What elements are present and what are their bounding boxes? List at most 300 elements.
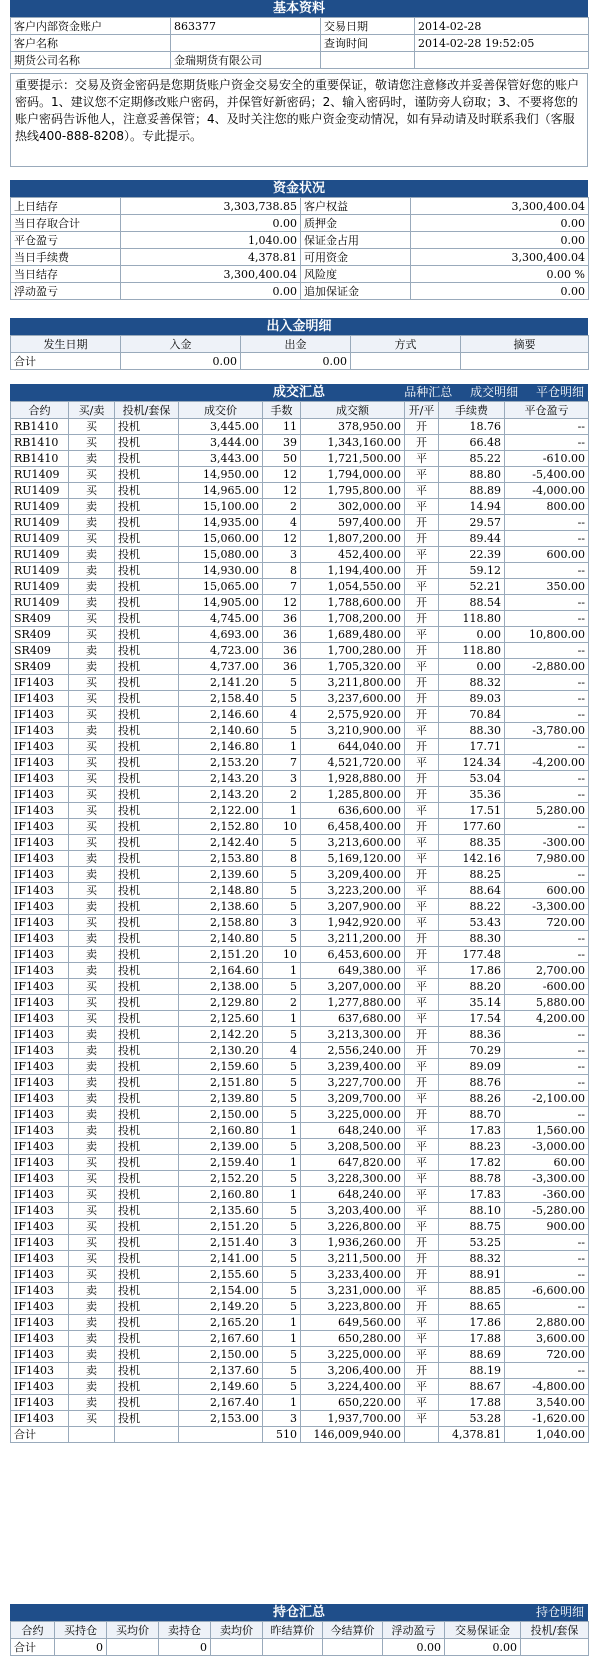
table-row <box>11 419 589 435</box>
trade-cell: -- <box>505 1075 589 1091</box>
trade-cell: 8 <box>263 851 301 867</box>
trade-cell: 17.86 <box>439 963 505 979</box>
trade-cell: -- <box>505 1251 589 1267</box>
funds-row <box>11 215 589 232</box>
positions-total-cell <box>323 1639 383 1656</box>
positions-column-header: 卖持仓 <box>159 1622 211 1639</box>
funds-value: 0.00 % <box>411 266 589 283</box>
basic-info-header: 基本资料 <box>10 0 588 17</box>
trade-cell: 17.88 <box>439 1331 505 1347</box>
table-row <box>11 1411 589 1427</box>
positions-column-header: 浮动盈亏 <box>383 1622 445 1639</box>
trade-cell: 3 <box>263 771 301 787</box>
trade-cell: 3,211,500.00 <box>301 1251 405 1267</box>
trade-cell: 买 <box>69 483 115 499</box>
trade-cell: IF1403 <box>11 1059 69 1075</box>
table-row <box>11 451 589 467</box>
trades-section <box>10 384 588 1443</box>
trade-cell: 2 <box>263 995 301 1011</box>
trade-cell: 投机 <box>115 1043 179 1059</box>
trade-cell: SR409 <box>11 643 69 659</box>
table-row <box>11 707 589 723</box>
trade-cell: 88.23 <box>439 1139 505 1155</box>
positions-header <box>10 1604 588 1621</box>
trade-cell: 投机 <box>115 515 179 531</box>
trade-cell: IF1403 <box>11 1315 69 1331</box>
trade-cell: 投机 <box>115 1107 179 1123</box>
table-row <box>11 1171 589 1187</box>
table-row <box>11 1299 589 1315</box>
trade-cell: 买 <box>69 883 115 899</box>
trade-cell: 投机 <box>115 1299 179 1315</box>
positions-total-cell <box>107 1639 159 1656</box>
trade-cell: 开 <box>405 563 439 579</box>
trades-column-header: 手续费 <box>439 402 505 419</box>
trade-cell: 投机 <box>115 1235 179 1251</box>
trade-cell: 投机 <box>115 499 179 515</box>
link-close-detail[interactable]: 平仓明细 <box>535 385 584 399</box>
trade-cell: -- <box>505 1235 589 1251</box>
trade-cell: RU1409 <box>11 579 69 595</box>
table-row <box>11 915 589 931</box>
trade-cell: 2,143.20 <box>179 787 263 803</box>
trade-cell: 2,151.20 <box>179 947 263 963</box>
trade-cell: 88.89 <box>439 483 505 499</box>
trade-cell: 平 <box>405 915 439 931</box>
trade-cell: 投机 <box>115 1203 179 1219</box>
trade-cell: 投机 <box>115 1139 179 1155</box>
table-row <box>11 1267 589 1283</box>
trade-cell: 平 <box>405 835 439 851</box>
basic-info-row <box>11 52 589 69</box>
trade-cell: IF1403 <box>11 867 69 883</box>
trade-cell: 70.84 <box>439 707 505 723</box>
link-variety-summary[interactable]: 品种汇总 <box>404 385 453 399</box>
trade-cell: 2,125.60 <box>179 1011 263 1027</box>
trade-cell: 644,040.00 <box>301 739 405 755</box>
trade-cell: 平 <box>405 1283 439 1299</box>
trade-cell: -3,300.00 <box>505 899 589 915</box>
trade-cell: 36 <box>263 627 301 643</box>
basic-info-row <box>11 18 589 35</box>
funds-value: 4,378.81 <box>121 249 301 266</box>
trade-cell: 卖 <box>69 1075 115 1091</box>
table-row <box>11 1347 589 1363</box>
trade-cell: 4 <box>263 1043 301 1059</box>
trade-cell: 378,950.00 <box>301 419 405 435</box>
trade-cell: 投机 <box>115 579 179 595</box>
trade-cell: 17.83 <box>439 1187 505 1203</box>
table-row <box>11 1187 589 1203</box>
trades-total-cell <box>69 1427 115 1443</box>
table-row <box>11 611 589 627</box>
trade-cell: -3,780.00 <box>505 723 589 739</box>
positions-column-header: 交易保证金 <box>445 1622 521 1639</box>
trade-cell: 投机 <box>115 1283 179 1299</box>
trade-cell: 1,721,500.00 <box>301 451 405 467</box>
table-row <box>11 643 589 659</box>
trade-cell: RU1409 <box>11 483 69 499</box>
trade-cell: 3 <box>263 1235 301 1251</box>
trade-cell: -- <box>505 675 589 691</box>
trade-cell: 卖 <box>69 547 115 563</box>
trade-cell: 800.00 <box>505 499 589 515</box>
trade-cell: 5 <box>263 1171 301 1187</box>
trade-cell: 14,950.00 <box>179 467 263 483</box>
trade-cell: 卖 <box>69 563 115 579</box>
trade-cell: 投机 <box>115 1347 179 1363</box>
trade-cell: 卖 <box>69 931 115 947</box>
trade-cell: 17.83 <box>439 1123 505 1139</box>
trade-cell: 3,207,000.00 <box>301 979 405 995</box>
trade-cell: 投机 <box>115 1027 179 1043</box>
trade-cell: 2,146.80 <box>179 739 263 755</box>
trade-cell: 平 <box>405 1347 439 1363</box>
trade-cell: 开 <box>405 435 439 451</box>
trade-cell: 10 <box>263 947 301 963</box>
trade-cell: 12 <box>263 467 301 483</box>
trade-cell: 2,135.60 <box>179 1203 263 1219</box>
trades-column-header: 投机/套保 <box>115 402 179 419</box>
trade-cell: 2,149.60 <box>179 1379 263 1395</box>
trade-cell: 卖 <box>69 867 115 883</box>
trade-cell: 2,160.80 <box>179 1187 263 1203</box>
trade-cell: 3,223,200.00 <box>301 883 405 899</box>
table-row <box>11 467 589 483</box>
funds-value: 1,040.00 <box>121 232 301 249</box>
trade-cell: 1,277,880.00 <box>301 995 405 1011</box>
trade-cell: 5 <box>263 1091 301 1107</box>
trade-cell: 2,158.80 <box>179 915 263 931</box>
trade-cell: 2,141.00 <box>179 1251 263 1267</box>
trades-header <box>10 384 588 401</box>
trade-cell: 1 <box>263 1395 301 1411</box>
trade-cell: 开 <box>405 1299 439 1315</box>
trade-cell: 开 <box>405 787 439 803</box>
trade-cell: 平 <box>405 1171 439 1187</box>
trade-cell: 投机 <box>115 451 179 467</box>
trade-cell: 10 <box>263 819 301 835</box>
trade-cell: 4,200.00 <box>505 1011 589 1027</box>
trade-cell: 3,203,400.00 <box>301 1203 405 1219</box>
trade-cell: 1,928,880.00 <box>301 771 405 787</box>
trade-cell: 买 <box>69 995 115 1011</box>
trade-cell: 4 <box>263 515 301 531</box>
trade-cell: 买 <box>69 691 115 707</box>
funds-value: 3,300,400.04 <box>411 198 589 215</box>
trade-cell: 投机 <box>115 1155 179 1171</box>
trade-cell: 开 <box>405 1267 439 1283</box>
trade-cell: 3,206,400.00 <box>301 1363 405 1379</box>
basic-info-row <box>11 35 589 52</box>
trade-cell: 88.75 <box>439 1219 505 1235</box>
trades-column-header: 手数 <box>263 402 301 419</box>
inout-column-header: 入金 <box>121 336 241 353</box>
trade-cell: 1 <box>263 1315 301 1331</box>
link-trade-detail[interactable]: 成交明细 <box>470 385 519 399</box>
trade-cell: 平 <box>405 1219 439 1235</box>
trade-cell: -- <box>505 787 589 803</box>
table-row <box>11 499 589 515</box>
trade-cell: 2,152.20 <box>179 1171 263 1187</box>
trade-cell: 卖 <box>69 595 115 611</box>
table-row <box>11 515 589 531</box>
trade-cell: 2,138.60 <box>179 899 263 915</box>
trade-cell: 2,165.20 <box>179 1315 263 1331</box>
trade-cell: 2,140.80 <box>179 931 263 947</box>
trade-cell: 卖 <box>69 451 115 467</box>
notice-box <box>10 73 588 167</box>
trade-cell: 2,575,920.00 <box>301 707 405 723</box>
trades-column-header: 开/平 <box>405 402 439 419</box>
funds-label: 当日存取合计 <box>11 215 121 232</box>
trade-cell: 投机 <box>115 963 179 979</box>
funds-row <box>11 266 589 283</box>
trade-cell: 买 <box>69 1171 115 1187</box>
trade-cell: 卖 <box>69 1123 115 1139</box>
inout-column-header: 发生日期 <box>11 336 121 353</box>
funds-label: 上日结存 <box>11 198 121 215</box>
trade-cell: IF1403 <box>11 1027 69 1043</box>
trade-cell: 2,164.60 <box>179 963 263 979</box>
trade-cell: 2,160.80 <box>179 1123 263 1139</box>
trade-cell: -1,620.00 <box>505 1411 589 1427</box>
positions-column-header: 买均价 <box>107 1622 159 1639</box>
trade-cell: IF1403 <box>11 755 69 771</box>
trade-cell: 88.70 <box>439 1107 505 1123</box>
trade-cell: 平 <box>405 1331 439 1347</box>
table-row <box>11 1251 589 1267</box>
trade-cell: 投机 <box>115 707 179 723</box>
trade-cell: 5 <box>263 931 301 947</box>
trade-cell: 2,122.00 <box>179 803 263 819</box>
trade-cell: IF1403 <box>11 1107 69 1123</box>
trade-cell: -- <box>505 563 589 579</box>
inout-total-cell <box>351 353 461 370</box>
trade-cell: 4 <box>263 707 301 723</box>
trade-cell: IF1403 <box>11 995 69 1011</box>
positions-column-header: 买持仓 <box>55 1622 107 1639</box>
trade-cell: 3,233,400.00 <box>301 1267 405 1283</box>
trade-cell: 88.64 <box>439 883 505 899</box>
trade-cell: 1,054,550.00 <box>301 579 405 595</box>
trade-cell: 14,935.00 <box>179 515 263 531</box>
trade-cell: 2,130.20 <box>179 1043 263 1059</box>
positions-total-cell <box>521 1639 589 1656</box>
trade-cell: 投机 <box>115 547 179 563</box>
trade-cell: 8 <box>263 563 301 579</box>
positions-total-cell: 0.00 <box>445 1639 521 1656</box>
trade-cell: 平 <box>405 963 439 979</box>
trade-cell: 3,445.00 <box>179 419 263 435</box>
table-row <box>11 1203 589 1219</box>
trade-cell: 投机 <box>115 643 179 659</box>
trade-cell: 卖 <box>69 1027 115 1043</box>
trade-cell: -2,100.00 <box>505 1091 589 1107</box>
trade-cell: IF1403 <box>11 1043 69 1059</box>
trade-cell: 5 <box>263 1363 301 1379</box>
funds-label: 浮动盈亏 <box>11 283 121 300</box>
trade-cell: 开 <box>405 771 439 787</box>
trade-cell: 2,154.00 <box>179 1283 263 1299</box>
trade-cell: 投机 <box>115 755 179 771</box>
trade-cell: 买 <box>69 1187 115 1203</box>
trade-cell: 卖 <box>69 1139 115 1155</box>
trade-cell: -- <box>505 1027 589 1043</box>
trade-cell: 买 <box>69 787 115 803</box>
trade-cell: 平 <box>405 1203 439 1219</box>
trade-cell: 投机 <box>115 1379 179 1395</box>
trade-cell: 投机 <box>115 1091 179 1107</box>
funds-label: 保证金占用 <box>301 232 411 249</box>
trade-cell: -4,000.00 <box>505 483 589 499</box>
trade-cell: 开 <box>405 1251 439 1267</box>
trade-cell: 5 <box>263 883 301 899</box>
trade-cell: 53.43 <box>439 915 505 931</box>
positions-total-cell: 0.00 <box>383 1639 445 1656</box>
trade-cell: 投机 <box>115 1011 179 1027</box>
trade-cell: IF1403 <box>11 819 69 835</box>
trade-cell: 10,800.00 <box>505 627 589 643</box>
trade-cell: 投机 <box>115 483 179 499</box>
trade-cell: 投机 <box>115 1363 179 1379</box>
trade-cell: IF1403 <box>11 1011 69 1027</box>
trade-cell: 买 <box>69 435 115 451</box>
basic-info-label: 期货公司名称 <box>11 52 171 69</box>
trade-cell: -3,000.00 <box>505 1139 589 1155</box>
trade-cell: 平 <box>405 499 439 515</box>
table-row <box>11 723 589 739</box>
trade-cell: 2,151.80 <box>179 1075 263 1091</box>
positions-column-header: 合约 <box>11 1622 55 1639</box>
trade-cell: IF1403 <box>11 1379 69 1395</box>
trade-cell: 50 <box>263 451 301 467</box>
basic-info-section <box>10 0 588 69</box>
trade-cell: IF1403 <box>11 803 69 819</box>
trade-cell: 5 <box>263 1299 301 1315</box>
trade-cell: 5 <box>263 899 301 915</box>
trade-cell: 买 <box>69 531 115 547</box>
trade-cell: 投机 <box>115 435 179 451</box>
funds-value: 0.00 <box>411 283 589 300</box>
trade-cell: 60.00 <box>505 1155 589 1171</box>
trade-cell: IF1403 <box>11 1395 69 1411</box>
trade-cell: 2,153.20 <box>179 755 263 771</box>
trade-cell: RU1409 <box>11 547 69 563</box>
trade-cell: 2,142.20 <box>179 1027 263 1043</box>
table-row <box>11 771 589 787</box>
table-row <box>11 819 589 835</box>
table-row <box>11 1331 589 1347</box>
trade-cell: 5 <box>263 1027 301 1043</box>
trade-cell: 平 <box>405 1011 439 1027</box>
trade-cell: 2 <box>263 499 301 515</box>
trade-cell: 投机 <box>115 835 179 851</box>
trade-cell: 88.80 <box>439 467 505 483</box>
trade-cell: -- <box>505 707 589 723</box>
table-row <box>11 1027 589 1043</box>
trade-cell: 4,693.00 <box>179 627 263 643</box>
funds-label: 平仓盈亏 <box>11 232 121 249</box>
trade-cell: 3,540.00 <box>505 1395 589 1411</box>
trade-cell: 投机 <box>115 691 179 707</box>
trade-cell: 89.44 <box>439 531 505 547</box>
trade-cell: 600.00 <box>505 547 589 563</box>
trade-cell: 1,807,200.00 <box>301 531 405 547</box>
trade-cell: RU1409 <box>11 467 69 483</box>
trade-cell: 720.00 <box>505 1347 589 1363</box>
trade-cell: 5 <box>263 675 301 691</box>
trade-cell: 3,600.00 <box>505 1331 589 1347</box>
trade-cell: 17.54 <box>439 1011 505 1027</box>
trade-cell: 5 <box>263 1379 301 1395</box>
trade-cell: 买 <box>69 1411 115 1427</box>
trade-cell: 3,227,700.00 <box>301 1075 405 1091</box>
table-row <box>11 739 589 755</box>
trade-cell: 88.67 <box>439 1379 505 1395</box>
table-row <box>11 1379 589 1395</box>
trade-cell: 2,146.60 <box>179 707 263 723</box>
trade-cell: 3,237,600.00 <box>301 691 405 707</box>
trade-cell: -4,200.00 <box>505 755 589 771</box>
basic-info-table <box>10 17 589 69</box>
trade-cell: -- <box>505 1107 589 1123</box>
trade-cell: 17.71 <box>439 739 505 755</box>
funds-row <box>11 232 589 249</box>
table-row <box>11 979 589 995</box>
trade-cell: -- <box>505 691 589 707</box>
trades-total-cell <box>179 1427 263 1443</box>
trade-cell: 投机 <box>115 1059 179 1075</box>
trade-cell: -- <box>505 819 589 835</box>
trade-cell: 5,169,120.00 <box>301 851 405 867</box>
basic-info-label: 客户内部资金账户 <box>11 18 171 35</box>
link-position-detail[interactable]: 持仓明细 <box>535 1605 584 1619</box>
trade-cell: 卖 <box>69 947 115 963</box>
trade-cell: 开 <box>405 707 439 723</box>
trade-cell: 平 <box>405 547 439 563</box>
basic-info-value <box>415 52 589 69</box>
trades-column-header: 平仓盈亏 <box>505 402 589 419</box>
trade-cell: 2,700.00 <box>505 963 589 979</box>
trade-cell: 720.00 <box>505 915 589 931</box>
trade-cell: 5 <box>263 1283 301 1299</box>
trade-cell: -3,300.00 <box>505 1171 589 1187</box>
trade-cell: 6,458,400.00 <box>301 819 405 835</box>
funds-label: 质押金 <box>301 215 411 232</box>
positions-column-header: 昨结算价 <box>263 1622 323 1639</box>
trade-cell: IF1403 <box>11 931 69 947</box>
funds-value: 0.00 <box>411 215 589 232</box>
trade-cell: 1 <box>263 1011 301 1027</box>
trade-cell: 开 <box>405 1027 439 1043</box>
trade-cell: 投机 <box>115 627 179 643</box>
trade-cell: 投机 <box>115 739 179 755</box>
trade-cell: 5 <box>263 867 301 883</box>
trade-cell: -300.00 <box>505 835 589 851</box>
trade-cell: 开 <box>405 931 439 947</box>
table-row <box>11 1107 589 1123</box>
trade-cell: 平 <box>405 995 439 1011</box>
trade-cell: 卖 <box>69 579 115 595</box>
basic-info-value: 金瑞期货有限公司 <box>171 52 321 69</box>
trade-cell: 平 <box>405 1187 439 1203</box>
trade-cell: 12 <box>263 531 301 547</box>
positions-total-cell: 合计 <box>11 1639 55 1656</box>
trade-cell: 88.76 <box>439 1075 505 1091</box>
trade-cell: 开 <box>405 1107 439 1123</box>
trade-cell: 650,220.00 <box>301 1395 405 1411</box>
